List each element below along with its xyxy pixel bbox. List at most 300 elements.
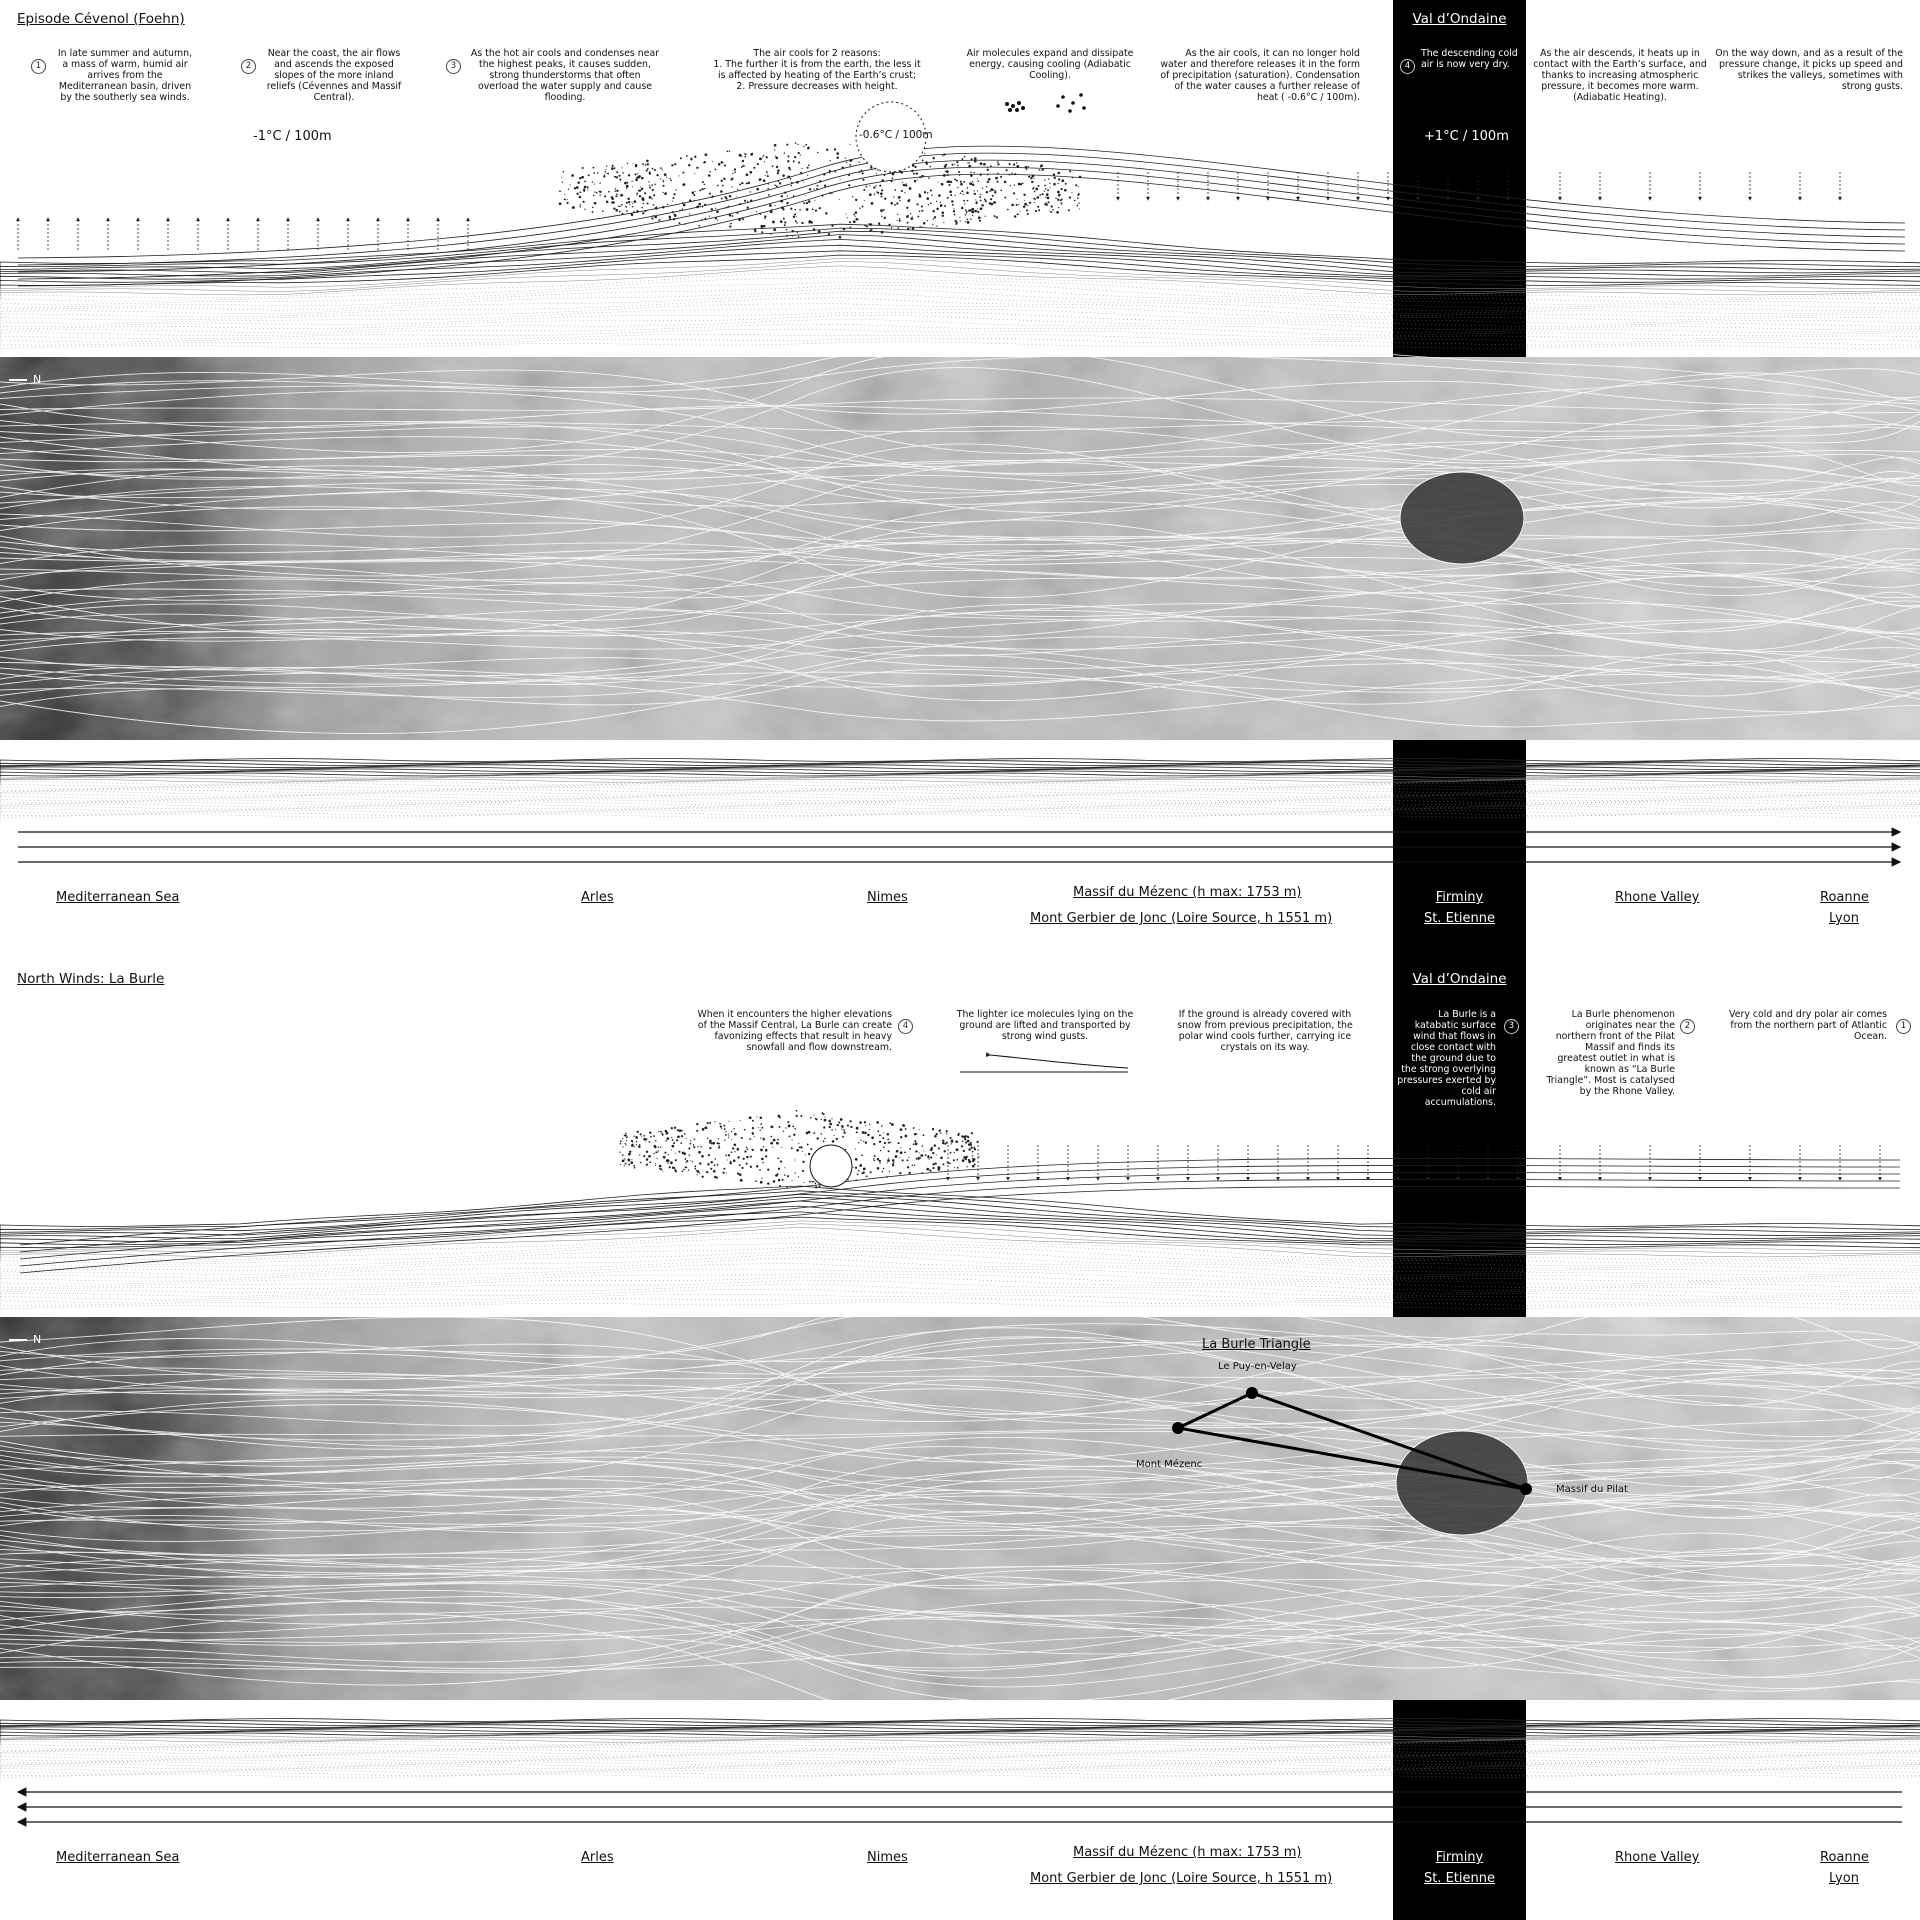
section-contour-line — [0, 1254, 1920, 1280]
precipitation-dot — [605, 169, 606, 170]
precipitation-dot — [834, 1135, 835, 1136]
precipitation-dot — [648, 1155, 651, 1158]
section-contour-line — [0, 779, 1920, 787]
precipitation-dot — [669, 216, 672, 219]
precipitation-dot — [760, 1181, 763, 1184]
precipitation-dot — [796, 1115, 798, 1117]
precipitation-dot — [786, 235, 788, 237]
precipitation-dot — [751, 1149, 752, 1150]
precipitation-dot — [864, 200, 865, 201]
precipitation-dot — [692, 191, 695, 194]
precipitation-dot — [802, 1161, 804, 1163]
precipitation-dot — [744, 1150, 746, 1152]
precipitation-dot — [629, 1151, 631, 1153]
precipitation-dot — [698, 225, 700, 227]
precipitation-dot — [1046, 204, 1048, 206]
precipitation-dot — [855, 1167, 857, 1169]
precipitation-dot — [733, 1128, 734, 1129]
precipitation-dot — [922, 159, 924, 161]
precipitation-dot — [674, 214, 677, 217]
precipitation-dot — [631, 202, 632, 203]
precipitation-dot — [690, 1160, 691, 1161]
precipitation-dot — [875, 185, 876, 186]
precipitation-dot — [965, 214, 966, 215]
precipitation-dot — [954, 1167, 955, 1168]
precipitation-dot — [667, 1162, 668, 1163]
precipitation-dot — [604, 195, 606, 197]
precipitation-dot — [990, 165, 992, 167]
section-contour-line — [0, 282, 1920, 309]
precipitation-dot — [659, 1168, 661, 1170]
precipitation-dot — [723, 1172, 725, 1174]
precipitation-dot — [640, 1162, 642, 1164]
precipitation-dot — [777, 1173, 779, 1175]
precipitation-dot — [1051, 211, 1052, 212]
precipitation-dot — [880, 1150, 882, 1152]
precipitation-dot — [798, 161, 800, 163]
precipitation-dot — [662, 169, 663, 170]
precipitation-dot — [702, 1128, 705, 1131]
section-contour-line — [0, 788, 1920, 796]
mont-mezenc-point — [1172, 1422, 1184, 1434]
precipitation-dot — [929, 1159, 930, 1160]
precipitation-dot — [972, 215, 973, 216]
precipitation-dot — [723, 1168, 725, 1170]
precipitation-dot — [680, 1142, 682, 1144]
precipitation-dot — [734, 1133, 737, 1136]
precipitation-dot — [767, 1168, 769, 1170]
precipitation-dot — [929, 1169, 931, 1171]
precipitation-dot — [798, 236, 799, 237]
precipitation-dot — [717, 220, 718, 221]
place-rhone-valley: Rhone Valley — [1615, 890, 1700, 905]
precipitation-dot — [884, 198, 886, 200]
precipitation-dot — [966, 213, 967, 214]
precipitation-dot — [882, 1171, 884, 1173]
precipitation-dot — [938, 1147, 940, 1149]
precipitation-dot — [1045, 197, 1046, 198]
precipitation-dot — [881, 196, 883, 198]
precipitation-dot — [788, 167, 790, 169]
precipitation-dot — [760, 1123, 762, 1125]
precipitation-dot — [652, 168, 654, 170]
precipitation-dot — [1049, 183, 1050, 184]
precipitation-dot — [632, 1142, 633, 1143]
precipitation-dot — [1077, 197, 1079, 199]
precipitation-dot — [666, 177, 667, 178]
precipitation-dot — [631, 1144, 634, 1147]
section-contour-line — [0, 1750, 1920, 1757]
precipitation-dot — [715, 169, 717, 171]
precipitation-dot — [1078, 193, 1080, 195]
lapse-rate-right: +1°C / 100m — [1424, 129, 1509, 144]
section-contour-line — [0, 285, 1920, 312]
precipitation-dot — [645, 164, 647, 166]
precipitation-dot — [1026, 169, 1028, 171]
precipitation-dot — [696, 1123, 698, 1125]
precipitation-dot — [665, 1140, 667, 1142]
precipitation-dot — [880, 209, 883, 212]
precipitation-dot — [940, 204, 942, 206]
precipitation-dot — [761, 226, 763, 228]
precipitation-dot — [916, 172, 918, 174]
precipitation-dot — [579, 177, 581, 179]
precipitation-dot — [1018, 204, 1019, 205]
precipitation-dot — [1035, 199, 1036, 200]
precipitation-dot — [602, 210, 604, 212]
precipitation-dot — [907, 228, 909, 230]
precipitation-dot — [759, 1169, 761, 1171]
section-contour-line — [0, 1258, 1920, 1283]
place-massif-du-mezenc: Massif du Mézenc (h max: 1753 m) — [1073, 885, 1302, 900]
precipitation-dot — [849, 227, 851, 229]
precipitation-dot — [900, 1147, 901, 1148]
precipitation-dot — [1011, 173, 1013, 175]
section-contour-line — [0, 1752, 1920, 1760]
precipitation-dot — [791, 185, 793, 187]
section-contour-line — [0, 783, 1920, 790]
precipitation-dot — [752, 1127, 754, 1129]
precipitation-dot — [910, 217, 913, 220]
precipitation-dot — [710, 1161, 712, 1163]
precipitation-dot — [992, 189, 994, 191]
precipitation-dot — [694, 1166, 696, 1168]
precipitation-dot — [607, 173, 609, 175]
precipitation-dot — [862, 179, 864, 181]
section-contour-line — [0, 319, 1920, 337]
precipitation-dot — [996, 216, 998, 218]
precipitation-dot — [673, 197, 675, 199]
precipitation-dot — [718, 1138, 719, 1139]
precipitation-dot — [967, 200, 969, 202]
precipitation-dot — [620, 1140, 622, 1142]
precipitation-dot — [694, 173, 695, 174]
precipitation-dot — [1013, 163, 1015, 165]
precipitation-dot — [675, 189, 676, 190]
precipitation-dot — [970, 218, 972, 220]
precipitation-dot — [734, 1151, 735, 1152]
section-contour-line — [0, 298, 1920, 322]
precipitation-dot — [930, 1156, 932, 1158]
precipitation-dot — [903, 184, 906, 187]
precipitation-dot — [757, 163, 759, 165]
precipitation-dot — [916, 1143, 917, 1144]
precipitation-dot — [1014, 185, 1015, 186]
precipitation-dot — [852, 196, 853, 197]
precipitation-dot — [761, 1178, 762, 1179]
precipitation-dot — [888, 1157, 889, 1158]
precipitation-dot — [728, 1137, 729, 1138]
precipitation-dot — [951, 1143, 952, 1144]
precipitation-dot — [715, 208, 716, 209]
precipitation-dot — [808, 200, 811, 203]
precipitation-dot — [891, 227, 892, 228]
precipitation-dot — [798, 152, 800, 154]
precipitation-dot — [987, 169, 989, 171]
precipitation-dot — [693, 194, 695, 196]
precipitation-dot — [657, 1158, 658, 1159]
precipitation-dot — [677, 1135, 680, 1138]
precipitation-dot — [1056, 211, 1059, 214]
precipitation-dot — [816, 188, 818, 190]
precipitation-dot — [746, 1156, 748, 1158]
precipitation-dot — [814, 188, 815, 189]
section-contour-line — [0, 329, 1920, 343]
precipitation-dot — [943, 1150, 945, 1152]
section-contour-line — [0, 1743, 1920, 1750]
section-contour-line — [0, 1280, 1920, 1298]
precipitation-dot — [957, 187, 958, 188]
precipitation-dot — [969, 209, 971, 211]
precipitation-dot — [633, 163, 634, 164]
precipitation-dot — [942, 1142, 945, 1145]
precipitation-dot — [909, 1148, 911, 1150]
section-contour-line — [0, 812, 1920, 819]
precipitation-dot — [807, 147, 810, 150]
precipitation-dot — [834, 148, 836, 150]
precipitation-dot — [1022, 182, 1024, 184]
precipitation-dot — [961, 190, 963, 192]
precipitation-dot — [840, 1118, 843, 1121]
precipitation-dot — [763, 1146, 764, 1147]
precipitation-dot — [883, 1132, 884, 1133]
precipitation-dot — [966, 192, 969, 195]
precipitation-dot — [634, 173, 636, 175]
section-contour-line — [0, 814, 1920, 822]
precipitation-dot — [848, 184, 850, 186]
precipitation-dot — [947, 197, 949, 199]
section-contour-line — [0, 1735, 1920, 1742]
precipitation-dot — [697, 1146, 698, 1147]
precipitation-dot — [724, 1128, 726, 1130]
precipitation-dot — [923, 222, 926, 225]
precipitation-dot — [653, 204, 655, 206]
precipitation-dot — [831, 193, 832, 194]
precipitation-dot — [1027, 205, 1028, 206]
precipitation-dot — [664, 1152, 666, 1154]
precipitation-dot — [715, 1158, 717, 1160]
precipitation-dot — [1038, 185, 1040, 187]
precipitation-dot — [722, 162, 723, 163]
precipitation-dot — [849, 144, 850, 145]
precipitation-dot — [756, 1116, 757, 1117]
precipitation-dot — [806, 208, 809, 211]
precipitation-dot — [663, 1156, 666, 1159]
precipitation-dot — [1041, 170, 1042, 171]
precipitation-dot — [909, 187, 912, 190]
precipitation-dot — [888, 224, 890, 226]
precipitation-dot — [1053, 173, 1055, 175]
precipitation-dot — [1047, 197, 1050, 200]
precipitation-dot — [887, 1133, 890, 1136]
precipitation-dot — [775, 205, 776, 206]
precipitation-dot — [976, 1141, 978, 1143]
precipitation-dot — [970, 1144, 972, 1146]
precipitation-dot — [994, 190, 995, 191]
precipitation-dot — [716, 211, 719, 214]
label-massif-pilat: Massif du Pilat — [1556, 1484, 1628, 1495]
precipitation-dot — [782, 1179, 784, 1181]
precipitation-dot — [618, 175, 620, 177]
precipitation-dot — [961, 1145, 963, 1147]
precipitation-dot — [572, 207, 574, 209]
precipitation-dot — [778, 1179, 781, 1182]
precipitation-dot — [815, 1183, 817, 1185]
precipitation-dot — [749, 1116, 752, 1119]
place-mont-gerbier: Mont Gerbier de Jonc (Loire Source, h 1551 m) — [1030, 1871, 1333, 1886]
precipitation-dot — [622, 172, 624, 174]
precipitation-dot — [661, 1132, 662, 1133]
precipitation-dot — [810, 1148, 812, 1150]
precipitation-dot — [659, 1165, 662, 1168]
precipitation-dot — [695, 191, 696, 192]
precipitation-dot — [906, 207, 908, 209]
precipitation-dot — [725, 1131, 726, 1132]
precipitation-dot — [758, 1127, 759, 1128]
precipitation-dot — [1007, 209, 1009, 211]
precipitation-dot — [641, 188, 643, 190]
precipitation-dot — [786, 1186, 788, 1188]
precipitation-dot — [943, 222, 944, 223]
step-number-1: 1 — [1896, 1019, 1911, 1034]
precipitation-dot — [727, 1159, 728, 1160]
precipitation-dot — [714, 1176, 717, 1179]
precipitation-dot — [902, 1124, 905, 1127]
precipitation-dot — [879, 1162, 881, 1164]
precipitation-dot — [725, 179, 726, 180]
precipitation-dot — [864, 1132, 867, 1135]
precipitation-dot — [905, 1135, 908, 1138]
precipitation-dot — [995, 177, 998, 180]
precipitation-dot — [971, 158, 973, 160]
precipitation-dot — [1037, 206, 1039, 208]
precipitation-dot — [634, 1167, 636, 1169]
precipitation-dot — [828, 233, 830, 235]
precipitation-dot — [633, 1136, 634, 1137]
precipitation-dot — [717, 185, 719, 187]
step-number-4: 4 — [1400, 59, 1415, 74]
precipitation-dot — [997, 163, 999, 165]
precipitation-dot — [972, 1160, 974, 1162]
precipitation-dot — [967, 187, 969, 189]
precipitation-dot — [733, 1159, 736, 1162]
section-contour-line — [0, 1191, 1920, 1234]
section-contour-line — [0, 1284, 1920, 1301]
precipitation-dot — [893, 1162, 894, 1163]
precipitation-dot — [839, 236, 842, 239]
precipitation-dot — [1065, 183, 1067, 185]
precipitation-dot — [941, 183, 944, 186]
precipitation-dot — [1071, 192, 1072, 193]
precipitation-dot — [626, 1140, 627, 1141]
precipitation-dot — [667, 1159, 670, 1162]
precipitation-dot — [686, 1138, 687, 1139]
precipitation-dot — [960, 181, 962, 183]
precipitation-dot — [634, 200, 637, 203]
massif-pilat-point — [1520, 1483, 1532, 1495]
precipitation-dot — [664, 192, 667, 195]
precipitation-dot — [821, 1133, 823, 1135]
precipitation-dot — [898, 196, 901, 199]
precipitation-dot — [666, 1137, 669, 1140]
precipitation-dot — [990, 190, 991, 191]
precipitation-dot — [766, 171, 767, 172]
precipitation-dot — [870, 166, 872, 168]
precipitation-dot — [1009, 163, 1011, 165]
precipitation-dot — [616, 190, 618, 192]
step-text: The lighter ice molecules lying on the ground are lifted and transported by strong wind gusts. — [956, 1009, 1134, 1042]
precipitation-dot — [776, 1142, 779, 1145]
precipitation-dot — [727, 150, 729, 152]
precipitation-dot — [779, 1117, 781, 1119]
precipitation-dot — [702, 181, 704, 183]
precipitation-dot — [786, 144, 788, 146]
precipitation-dot — [679, 175, 680, 176]
precipitation-dot — [741, 1167, 743, 1169]
precipitation-dot — [637, 173, 638, 174]
precipitation-dot — [775, 156, 776, 157]
precipitation-dot — [968, 1136, 970, 1138]
precipitation-dot — [883, 1146, 885, 1148]
precipitation-dot — [657, 1151, 658, 1152]
precipitation-dot — [625, 1133, 627, 1135]
precipitation-dot — [637, 1131, 639, 1133]
precipitation-dot — [766, 172, 767, 173]
precipitation-dot — [777, 172, 779, 174]
precipitation-dot — [643, 1135, 645, 1137]
precipitation-dot — [994, 215, 996, 217]
precipitation-dot — [965, 209, 967, 211]
precipitation-dot — [942, 155, 943, 156]
precipitation-dot — [739, 1173, 742, 1176]
precipitation-dot — [961, 207, 964, 210]
precipitation-dot — [579, 206, 580, 207]
precipitation-dot — [780, 220, 783, 223]
precipitation-dot — [614, 167, 616, 169]
precipitation-dot — [897, 227, 899, 229]
precipitation-dot — [1058, 172, 1061, 175]
precipitation-dot — [972, 1165, 975, 1168]
precipitation-dot — [803, 202, 805, 204]
precipitation-dot — [737, 189, 738, 190]
precipitation-dot — [944, 205, 946, 207]
precipitation-dot — [796, 1110, 798, 1112]
precipitation-dot — [636, 166, 637, 167]
precipitation-dot — [877, 192, 879, 194]
precipitation-dot — [899, 1172, 901, 1174]
precipitation-dot — [796, 1149, 799, 1152]
precipitation-dot — [930, 166, 932, 168]
precipitation-dot — [881, 231, 884, 234]
precipitation-dot — [776, 166, 778, 168]
precipitation-dot — [643, 203, 644, 204]
section-contour-line — [0, 785, 1920, 793]
precipitation-dot — [592, 211, 594, 213]
precipitation-dot — [1016, 204, 1018, 206]
precipitation-dot — [1057, 199, 1059, 201]
precipitation-dot — [774, 149, 775, 150]
precipitation-dot — [906, 183, 907, 184]
step-text: Very cold and dry polar air comes from the northern part of Atlantic Ocean. — [1729, 1009, 1887, 1042]
precipitation-dot — [847, 1125, 849, 1127]
precipitation-dot — [742, 165, 744, 167]
precipitation-dot — [873, 186, 875, 188]
precipitation-dot — [744, 156, 746, 158]
precipitation-dot — [908, 1172, 910, 1174]
precipitation-dot — [763, 155, 764, 156]
precipitation-dot — [582, 201, 584, 203]
precipitation-dot — [878, 1160, 879, 1161]
